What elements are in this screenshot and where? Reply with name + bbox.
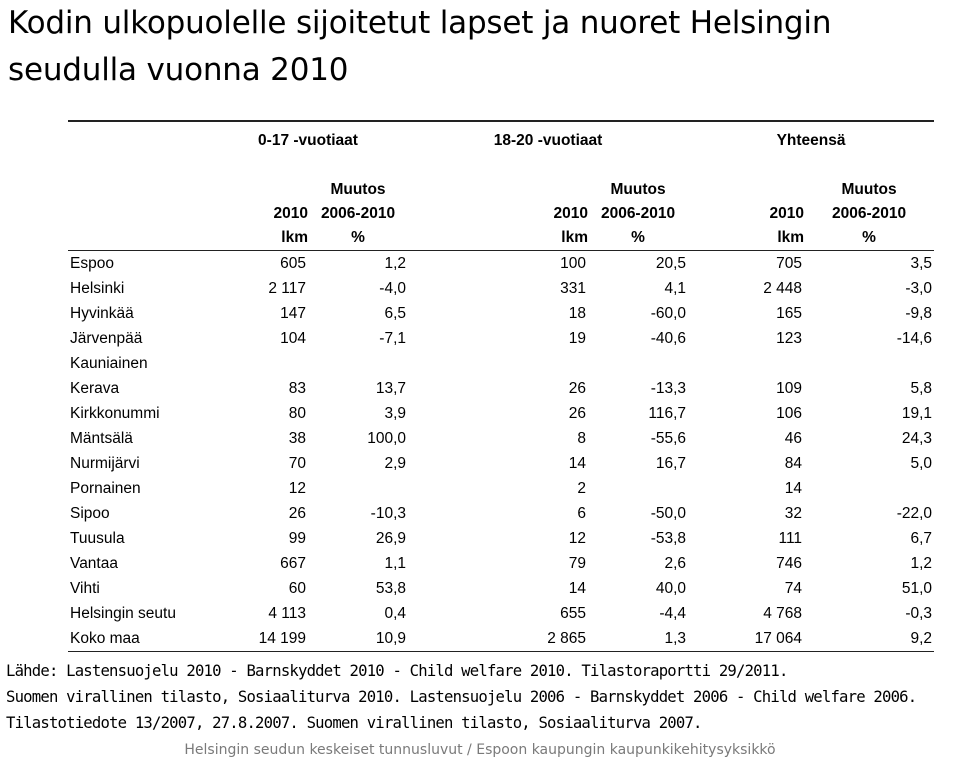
group-header-18-20: 18-20 -vuotiaat bbox=[408, 121, 688, 160]
column-header-cell: lkm bbox=[408, 226, 588, 251]
table-row bbox=[68, 276, 934, 301]
table-row bbox=[68, 501, 934, 526]
table-row bbox=[68, 426, 934, 451]
row-label-cell: Pornainen bbox=[70, 480, 141, 497]
column-header-cell bbox=[68, 226, 208, 251]
header-row-1 bbox=[68, 178, 934, 202]
value-cell: 165 bbox=[776, 305, 803, 322]
value-cell: 667 bbox=[280, 555, 306, 572]
value-cell: 2,9 bbox=[384, 455, 407, 472]
source-line: Suomen virallinen tilasto, Sosiaaliturva 2010. Lastensuojelu 2006 - Barnskyddet 2006 - Child welfare 2006. bbox=[6, 688, 917, 706]
value-cell: 3,5 bbox=[910, 255, 933, 272]
value-cell: 331 bbox=[560, 280, 587, 297]
row-label-cell: Helsinki bbox=[70, 280, 125, 297]
row-label-cell: Mäntsälä bbox=[70, 430, 133, 447]
value-cell: 83 bbox=[288, 380, 306, 397]
source-line: Tilastotiedote 13/2007, 27.8.2007. Suomen virallinen tilasto, Sosiaaliturva 2007. bbox=[6, 714, 702, 732]
value-cell: 12 bbox=[288, 480, 306, 497]
value-cell: 17 064 bbox=[688, 626, 804, 652]
value-cell: 46 bbox=[784, 430, 803, 447]
page-title: Kodin ulkopuolelle sijoitetut lapset ja nuoret Helsingin seudulla vuonna 2010 bbox=[8, 5, 832, 88]
value-cell: -22,0 bbox=[896, 505, 933, 522]
value-cell: 8 bbox=[577, 430, 587, 447]
value-cell: 1,2 bbox=[384, 255, 407, 272]
row-label-cell: Vantaa bbox=[70, 555, 118, 572]
value-cell: 5,8 bbox=[910, 380, 933, 397]
value-cell: 26 bbox=[288, 505, 306, 522]
row-label-cell: Espoo bbox=[70, 255, 114, 272]
value-cell: 26 bbox=[568, 405, 587, 422]
value-cell: 19,1 bbox=[901, 405, 933, 422]
value-cell: 12 bbox=[568, 530, 587, 547]
column-header-cell: lkm bbox=[688, 226, 804, 251]
column-header-cell: % bbox=[804, 226, 934, 251]
value-cell: -40,6 bbox=[650, 330, 687, 347]
table-row bbox=[68, 376, 934, 401]
value-cell: 123 bbox=[776, 330, 803, 347]
column-header-cell bbox=[208, 178, 308, 202]
value-cell: 116,7 bbox=[648, 405, 687, 422]
value-cell: 53,8 bbox=[375, 580, 407, 597]
value-cell: 4 113 bbox=[268, 605, 306, 622]
source-note bbox=[6, 658, 956, 736]
column-header-cell: lkm bbox=[208, 226, 308, 251]
value-cell bbox=[408, 351, 588, 376]
header-row-3 bbox=[68, 226, 934, 251]
value-cell: 14 bbox=[568, 455, 587, 472]
value-cell bbox=[308, 476, 408, 501]
row-label-cell: Helsingin seutu bbox=[70, 605, 176, 622]
value-cell: 20,5 bbox=[655, 255, 687, 272]
value-cell: -13,3 bbox=[650, 380, 687, 397]
column-header-cell: % bbox=[588, 226, 688, 251]
row-label-cell: Kauniainen bbox=[70, 355, 148, 372]
value-cell: 104 bbox=[280, 330, 306, 347]
page-footer: Helsingin seudun keskeiset tunnusluvut / Espoon kaupungin kaupunkikehitysyksikkö bbox=[184, 742, 776, 758]
table-row bbox=[68, 476, 934, 501]
row-label-cell: Nurmijärvi bbox=[70, 455, 140, 472]
value-cell bbox=[688, 351, 804, 376]
row-label-cell: Kirkkonummi bbox=[70, 405, 160, 422]
value-cell: 79 bbox=[568, 555, 587, 572]
table-row bbox=[68, 326, 934, 351]
table-row bbox=[68, 251, 934, 277]
statistics-table-container bbox=[68, 120, 934, 652]
table-row bbox=[68, 451, 934, 476]
row-label-cell: Koko maa bbox=[68, 626, 208, 652]
value-cell: -0,3 bbox=[905, 605, 933, 622]
value-cell: 605 bbox=[280, 255, 306, 272]
value-cell: 14 bbox=[784, 480, 803, 497]
table-row bbox=[68, 551, 934, 576]
column-header-cell: Muutos bbox=[610, 181, 666, 198]
value-cell: 4 768 bbox=[763, 605, 803, 622]
row-label-cell: Järvenpää bbox=[70, 330, 143, 347]
table-row bbox=[68, 526, 934, 551]
value-cell bbox=[588, 351, 688, 376]
value-cell: 106 bbox=[776, 405, 803, 422]
column-header-cell: 2010 bbox=[553, 205, 589, 222]
value-cell: 38 bbox=[288, 430, 306, 447]
value-cell: 13,7 bbox=[375, 380, 407, 397]
column-header-cell: 2006-2010 bbox=[831, 205, 907, 222]
value-cell: 26,9 bbox=[375, 530, 407, 547]
value-cell: 18 bbox=[568, 305, 587, 322]
value-cell: 16,7 bbox=[655, 455, 687, 472]
value-cell: 9,2 bbox=[804, 626, 934, 652]
table-row bbox=[68, 576, 934, 601]
value-cell bbox=[208, 351, 308, 376]
row-label-cell: Vihti bbox=[70, 580, 100, 597]
value-cell: -55,6 bbox=[650, 430, 687, 447]
value-cell: 100,0 bbox=[367, 430, 407, 447]
value-cell: 109 bbox=[776, 380, 803, 397]
value-cell: 84 bbox=[784, 455, 803, 472]
table-row bbox=[68, 301, 934, 326]
value-cell: 60 bbox=[288, 580, 306, 597]
table-row bbox=[68, 351, 934, 376]
row-label-cell: Kerava bbox=[70, 380, 120, 397]
row-label-cell: Hyvinkää bbox=[70, 305, 134, 322]
value-cell: 6 bbox=[577, 505, 587, 522]
value-cell: -10,3 bbox=[370, 505, 407, 522]
value-cell: 1,1 bbox=[384, 555, 407, 572]
value-cell: 6,5 bbox=[384, 305, 407, 322]
value-cell: 746 bbox=[776, 555, 803, 572]
value-cell: 2 117 bbox=[268, 280, 306, 297]
value-cell: -4,4 bbox=[659, 605, 687, 622]
value-cell: -53,8 bbox=[650, 530, 687, 547]
value-cell: 40,0 bbox=[655, 580, 687, 597]
value-cell: -7,1 bbox=[379, 330, 407, 347]
value-cell: 100 bbox=[560, 255, 587, 272]
value-cell: 5,0 bbox=[910, 455, 933, 472]
value-cell: 4,1 bbox=[664, 280, 687, 297]
value-cell: 111 bbox=[778, 530, 803, 547]
value-cell bbox=[804, 351, 934, 376]
row-label-cell: Sipoo bbox=[70, 505, 110, 522]
value-cell: 2 865 bbox=[408, 626, 588, 652]
column-header-cell: % bbox=[308, 226, 408, 251]
group-header-total: Yhteensä bbox=[688, 121, 934, 160]
table-body bbox=[68, 251, 934, 652]
value-cell: 6,7 bbox=[910, 530, 933, 547]
value-cell: 2 bbox=[577, 480, 587, 497]
value-cell: 99 bbox=[288, 530, 306, 547]
value-cell: 1,2 bbox=[910, 555, 933, 572]
header-row-2 bbox=[68, 202, 934, 226]
column-header-cell: 2006-2010 bbox=[320, 205, 396, 222]
value-cell: 705 bbox=[776, 255, 803, 272]
value-cell: 3,9 bbox=[384, 405, 407, 422]
value-cell: 26 bbox=[568, 380, 587, 397]
statistics-table bbox=[68, 120, 934, 652]
column-header-cell: 2010 bbox=[273, 205, 308, 222]
value-cell: -4,0 bbox=[379, 280, 407, 297]
column-header-cell: 2006-2010 bbox=[600, 205, 676, 222]
column-header-cell: Muutos bbox=[330, 181, 386, 198]
column-header-cell bbox=[408, 178, 588, 202]
value-cell: 24,3 bbox=[901, 430, 933, 447]
column-header-cell: 2010 bbox=[769, 205, 805, 222]
value-cell: -14,6 bbox=[896, 330, 933, 347]
value-cell: 2 448 bbox=[763, 280, 803, 297]
table-row bbox=[68, 626, 934, 652]
value-cell: 655 bbox=[560, 605, 587, 622]
value-cell: 51,0 bbox=[901, 580, 933, 597]
source-line: Lähde: Lastensuojelu 2010 - Barnskyddet 2010 - Child welfare 2010. Tilastoraportti 29/2011. bbox=[6, 662, 788, 680]
value-cell: -50,0 bbox=[650, 505, 687, 522]
value-cell: 80 bbox=[288, 405, 306, 422]
value-cell: 2,6 bbox=[664, 555, 687, 572]
value-cell: 19 bbox=[568, 330, 587, 347]
value-cell bbox=[804, 476, 934, 501]
value-cell: -3,0 bbox=[905, 280, 933, 297]
table-row bbox=[68, 601, 934, 626]
group-header-row bbox=[68, 121, 934, 160]
value-cell: 147 bbox=[280, 305, 306, 322]
column-header-cell bbox=[688, 178, 804, 202]
value-cell: 70 bbox=[288, 455, 306, 472]
column-header-cell bbox=[68, 178, 208, 202]
value-cell: 14 199 bbox=[208, 626, 308, 652]
value-cell: 0,4 bbox=[384, 605, 407, 622]
value-cell: 1,3 bbox=[588, 626, 688, 652]
value-cell: 14 bbox=[568, 580, 587, 597]
row-label-cell: Tuusula bbox=[70, 530, 125, 547]
column-header-cell bbox=[68, 202, 208, 226]
group-header-0-17: 0-17 -vuotiaat bbox=[208, 121, 408, 160]
value-cell bbox=[588, 476, 688, 501]
column-header-cell: Muutos bbox=[841, 181, 897, 198]
table-row bbox=[68, 401, 934, 426]
value-cell: 10,9 bbox=[308, 626, 408, 652]
value-cell: -60,0 bbox=[650, 305, 687, 322]
value-cell: -9,8 bbox=[905, 305, 933, 322]
value-cell: 74 bbox=[784, 580, 803, 597]
value-cell bbox=[308, 351, 408, 376]
value-cell: 32 bbox=[784, 505, 803, 522]
